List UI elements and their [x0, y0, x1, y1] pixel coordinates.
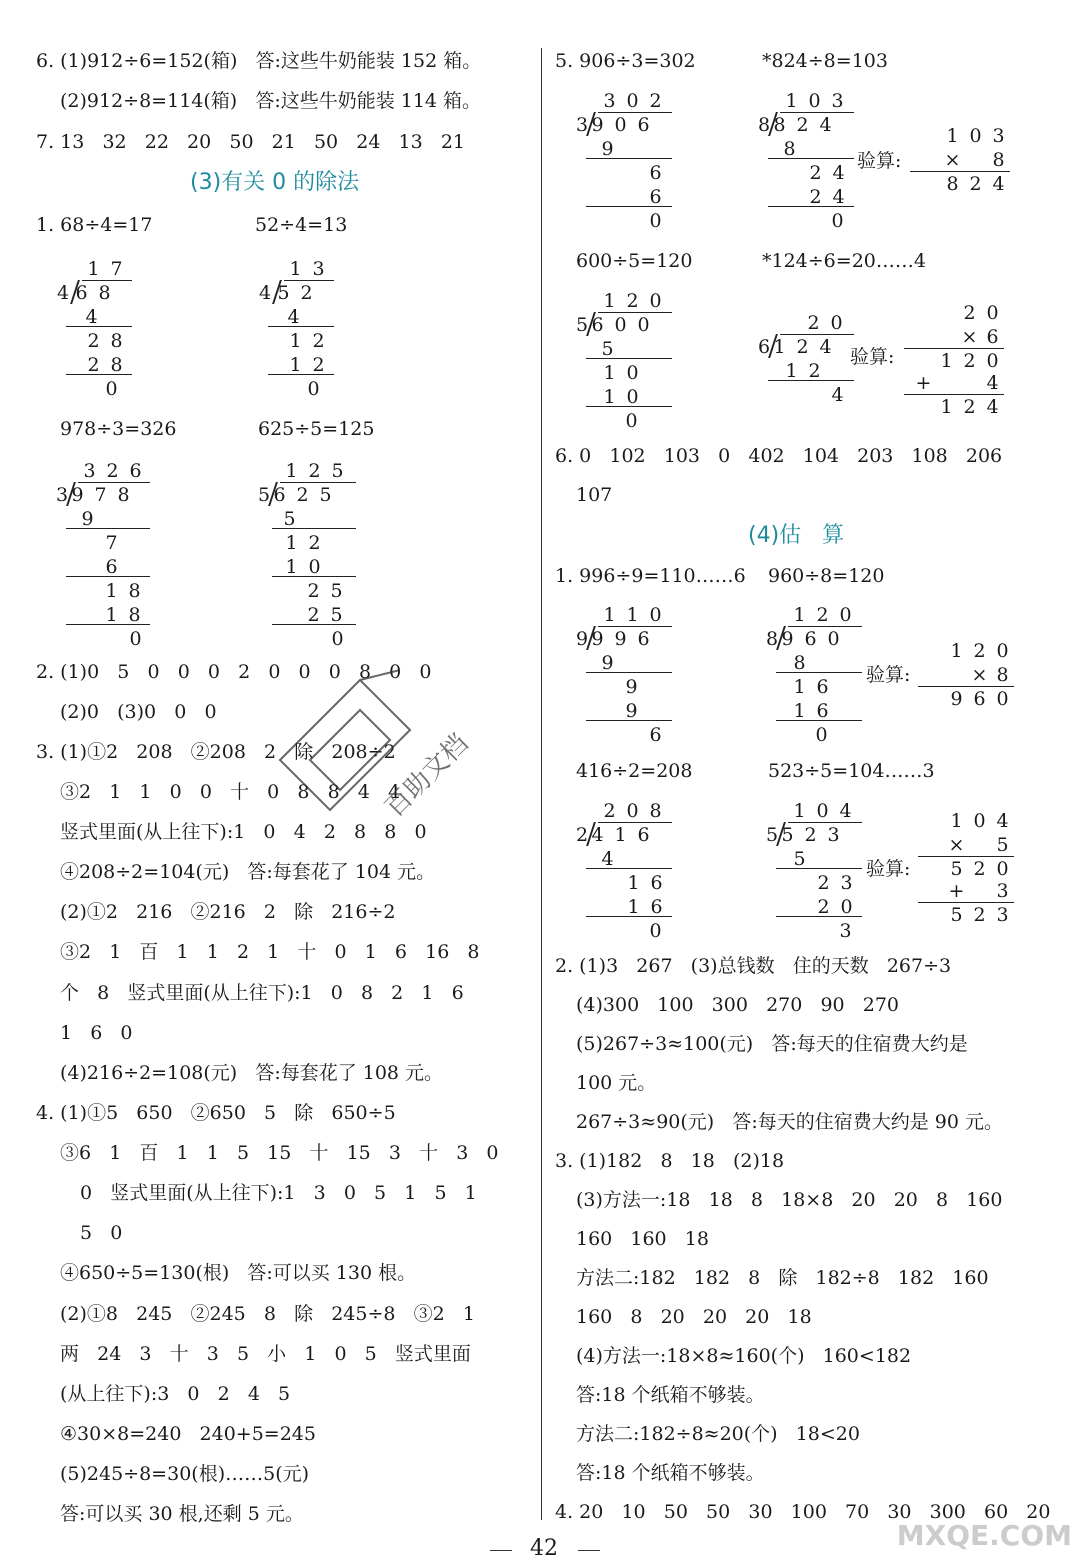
q2-line1: 2. (1)0 5 0 0 0 2 0 0 0 8 0 0: [36, 661, 432, 683]
r1-eq-a: 1. 996÷9=110……6: [555, 565, 746, 587]
check-120x8: 1 2 0 × 8 9 6 0: [918, 640, 1014, 710]
q6-line2: (2)912÷8=114(箱) 答:这些牛奶能装 114 箱。: [60, 90, 482, 112]
r3-line4: 方法二:182 182 8 除 182÷8 182 160: [576, 1267, 989, 1289]
q6r-line1: 6. 0 102 103 0 402 104 203 108 206: [555, 445, 1003, 467]
q1-eq-c: 978÷3=326: [60, 418, 177, 440]
q4-line2: ③6 1 百 1 1 5 15 十 15 3 十 3 0: [60, 1142, 499, 1164]
q6r-line2: 107: [576, 484, 613, 506]
q4-line11: 答:可以买 30 根,还剩 5 元。: [60, 1503, 304, 1525]
footer-dash-left: [490, 1550, 512, 1551]
r1-eq-b: 960÷8=120: [768, 565, 885, 587]
column-divider: [541, 48, 542, 1520]
q4-line6: (2)①8 245 ②245 8 除 245÷8 ③2 1: [60, 1303, 475, 1325]
r2-line2: (4)300 100 300 270 90 270: [576, 994, 900, 1016]
q7-line: 7. 13 32 22 20 50 21 50 24 13 21: [36, 131, 466, 153]
q2-line2: (2)0 (3)0 0 0: [60, 701, 217, 723]
q3-line1: 3. (1)①2 208 ②208 2 除 208÷2: [36, 741, 396, 763]
q4-line10: (5)245÷8=30(根)……5(元): [60, 1463, 310, 1485]
q3-line3: 竖式里面(从上往下):1 0 4 2 8 8 0: [60, 821, 427, 843]
r2-line5: 267÷3≈90(元) 答:每天的住宿费大约是 90 元。: [576, 1111, 1003, 1133]
check-20x6-plus-4: 2 0 × 6 1 2 0 + 4 1 2 4: [904, 302, 1004, 422]
q3-line7: 个 8 竖式里面(从上往下):1 0 8 2 1 6: [60, 982, 464, 1004]
q5-eq-d: *124÷6=20……4: [762, 250, 926, 272]
check-label-2: 验算:: [850, 346, 895, 368]
r2-line3: (5)267÷3≈100(元) 答:每天的住宿费大约是: [576, 1033, 968, 1055]
q4-line4: 5 0: [80, 1222, 123, 1244]
q3-line4: ④208÷2=104(元) 答:每套花了 104 元。: [60, 861, 436, 883]
r3-line5: 160 8 20 20 20 18: [576, 1306, 812, 1328]
r3-line7: 答:18 个纸箱不够装。: [576, 1384, 765, 1406]
q1-eq-a: 1. 68÷4=17: [36, 214, 153, 236]
q3-line9: (4)216÷2=108(元) 答:每套花了 108 元。: [60, 1062, 444, 1084]
q3-line6: ③2 1 百 1 1 2 1 十 0 1 6 16 8: [60, 941, 480, 963]
r1-eq-c: 416÷2=208: [576, 760, 693, 782]
r3-line3: 160 160 18: [576, 1228, 709, 1250]
check-label-4: 验算:: [866, 858, 911, 880]
q3-line8: 1 6 0: [60, 1022, 133, 1044]
q4-line1: 4. (1)①5 650 ②650 5 除 650÷5: [36, 1102, 396, 1124]
q5-eq-a: 5. 906÷3=302: [555, 50, 696, 72]
q1-eq-d: 625÷5=125: [258, 418, 375, 440]
check-104x5-plus-3: 1 0 4 × 5 5 2 0 + 3 5 2 3: [918, 810, 1014, 930]
q5-eq-c: 600÷5=120: [576, 250, 693, 272]
q3-line2: ③2 1 1 0 0 十 0 8 8 4 4: [60, 781, 401, 803]
r1-eq-d: 523÷5=104……3: [768, 760, 935, 782]
check-103x8: 1 0 3 × 8 8 2 4: [910, 125, 1010, 195]
r3-line9: 答:18 个纸箱不够装。: [576, 1462, 765, 1484]
q3-line5: (2)①2 216 ②216 2 除 216÷2: [60, 901, 396, 923]
q4-line8: (从上往下):3 0 2 4 5: [60, 1383, 291, 1405]
watermark-text: 百助文档: [379, 728, 475, 824]
r2-line1: 2. (1)3 267 (3)总钱数 住的天数 267÷3: [555, 955, 952, 977]
q5-eq-b: *824÷8=103: [762, 50, 888, 72]
r3-line6: (4)方法一:18×8≈160(个) 160<182: [576, 1345, 912, 1367]
page-number: 42: [530, 1536, 558, 1561]
r3-line1: 3. (1)182 8 18 (2)18: [555, 1150, 785, 1172]
q4-line9: ④30×8=240 240+5=245: [60, 1423, 316, 1445]
watermark-stamp: [250, 650, 510, 870]
corner-watermark: MXQE.COM: [896, 1519, 1072, 1552]
q6-line1: 6. (1)912÷6=152(箱) 答:这些牛奶能装 152 箱。: [36, 50, 482, 72]
r2-line4: 100 元。: [576, 1072, 657, 1094]
footer-dash-right: [578, 1550, 600, 1551]
check-label-3: 验算:: [866, 664, 911, 686]
q4-line3: 0 竖式里面(从上往下):1 3 0 5 1 5 1: [80, 1182, 477, 1204]
r3-line2: (3)方法一:18 18 8 18×8 20 20 8 160: [576, 1189, 1003, 1211]
r3-line8: 方法二:182÷8≈20(个) 18<20: [576, 1423, 860, 1445]
q1-eq-b: 52÷4=13: [255, 214, 348, 236]
q4-line5: ④650÷5=130(根) 答:可以买 130 根。: [60, 1262, 417, 1284]
q4-line7: 两 24 3 十 3 5 小 1 0 5 竖式里面: [60, 1343, 471, 1365]
section-heading-3: (3)有关 0 的除法: [190, 170, 360, 195]
section-heading-4: (4)估 算: [748, 523, 845, 548]
r4-line: 4. 20 10 50 50 30 100 70 30 300 60 20: [555, 1501, 1051, 1523]
check-label-1: 验算:: [857, 150, 902, 172]
